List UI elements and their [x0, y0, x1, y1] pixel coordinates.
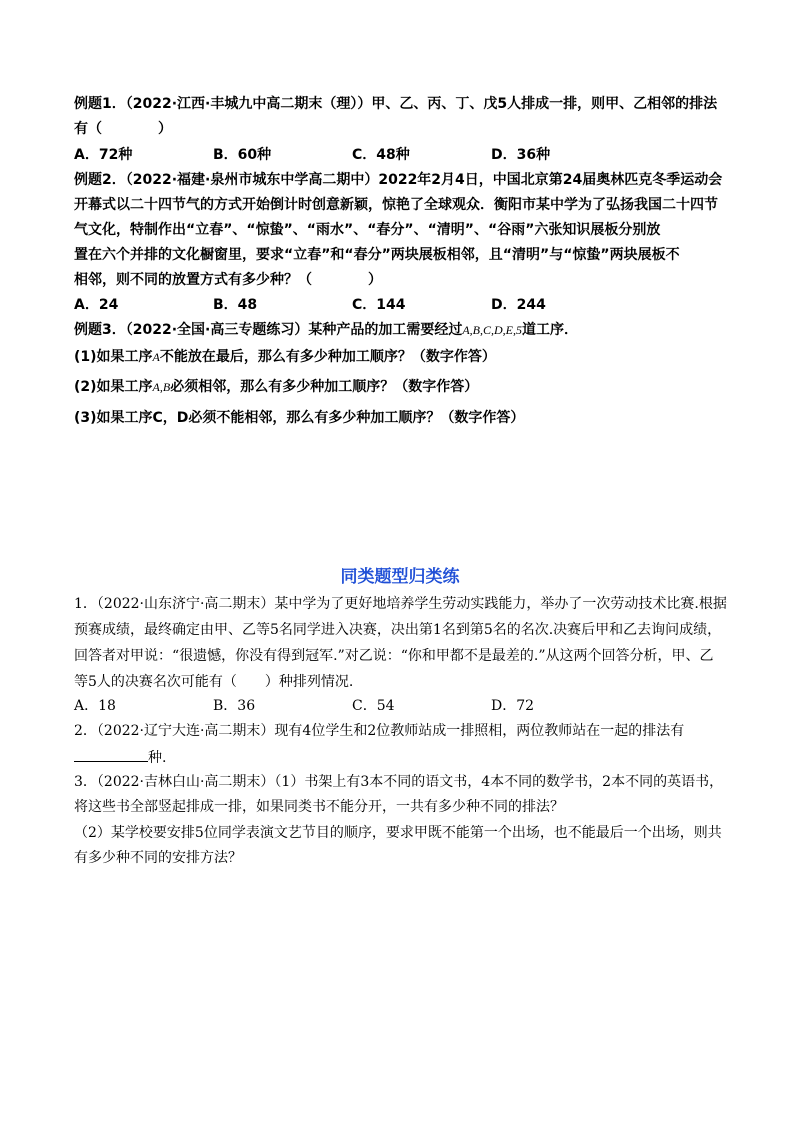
- example1-line1: 例题1．（2022·江西·丰城九中高二期末（理））甲、乙、丙、丁、戊5人排成一排，则甲、乙相邻的排法: [74, 96, 718, 112]
- example3-question1: [74, 347, 496, 367]
- section-title: 同类题型归类练: [340, 567, 460, 587]
- example3-q2-prefix: (2)如果工序: [74, 379, 153, 395]
- practice1-line3: 回答者对甲说：“很遗憾，你没有得到冠军.”对乙说：“你和甲都不是最差的.”从这两个回答分析，甲、乙: [74, 648, 714, 664]
- example3-line1: [74, 320, 578, 340]
- practice1-line2: 预赛成绩，最终确定由甲、乙等5名同学进入决赛，决出第1名到第5名的名次.决赛后甲和乙去询问成绩，: [74, 622, 722, 638]
- example3-q1-text: 不能放在最后，那么有多少种加工顺序？（数字作答）: [159, 349, 496, 365]
- example1-option-a: A．72种: [74, 147, 133, 163]
- example3-intro-end: 道工序．: [522, 322, 579, 338]
- example3-q1-prefix: (1)如果工序: [74, 349, 153, 365]
- practice1-option-b: B．36: [213, 698, 256, 714]
- example3-intro: 例题3．（2022·全国·高三专题练习）某种产品的加工需要经过: [74, 322, 463, 338]
- example2-line4: 置在六个并排的文化橱窗里，要求“立春”和“春分”两块展板相邻，且“清明”与“惊蛰”两块展板不: [74, 247, 680, 263]
- example2-option-d: D．244: [491, 297, 546, 313]
- example3-question3: (3)如果工序C，D必须不能相邻，那么有多少种加工顺序？（数字作答）: [74, 410, 525, 426]
- practice1-option-c: C．54: [352, 698, 395, 714]
- practice2-line1: 2．（2022·辽宁大连·高二期末）现有4位学生和2位教师站成一排照相，两位教师站在一起的排法有: [74, 723, 685, 739]
- example1-line2: 有（ ）: [74, 121, 172, 137]
- practice3-line3: （2）某学校要安排5位同学表演文艺节目的顺序，要求甲既不能第一个出场，也不能最后一个出场，则共: [74, 825, 722, 841]
- example2-line5: 相邻，则不同的放置方式有多少种？（ ）: [74, 272, 382, 288]
- example3-question2: [74, 377, 478, 397]
- practice1-option-a: A．18: [74, 698, 116, 714]
- practice3-line4: 有多少种不同的安排方法？: [74, 850, 242, 866]
- practice3-line1: 3．（2022·吉林白山·高二期末）（1）书架上有3本不同的语文书，4本不同的数学书，2本不同的英语书，: [74, 774, 724, 790]
- example2-line1: 例题2．（2022·福建·泉州市城东中学高二期中）2022年2月4日，中国北京第24届奥林匹克冬季运动会: [74, 172, 723, 188]
- example2-option-c: C．144: [352, 297, 406, 313]
- example2-line2: 开幕式以二十四节气的方式开始倒计时创意新颖，惊艳了全球观众．衡阳市某中学为了弘扬我国二十四节: [74, 197, 718, 213]
- example1-option-b: B．60种: [213, 147, 272, 163]
- practice2-line2: [74, 747, 166, 768]
- answer-blank[interactable]: [74, 747, 148, 762]
- example2-option-b: B．48: [213, 297, 258, 313]
- practice1-line1: 1．（2022·山东济宁·高二期末）某中学为了更好地培养学生劳动实践能力，举办了一次劳动技术比赛.根据: [74, 596, 727, 612]
- example3-q2-text: 必须相邻，那么有多少种加工顺序？（数字作答）: [170, 379, 479, 395]
- example1-option-d: D．36种: [491, 147, 551, 163]
- practice1-option-d: D．72: [491, 698, 535, 714]
- example2-line3: 气文化，特制作出“立春”、“惊蛰”、“雨水”、“春分”、“清明”、“谷雨”六张知识展板分别放: [74, 222, 661, 238]
- example3-steps-math: A,B,C,D,E,5: [462, 323, 523, 337]
- practice2-suffix: 种.: [148, 750, 167, 766]
- practice1-line4: 等5人的决赛名次可能有（ ）种排列情况.: [74, 674, 354, 690]
- practice3-line2: 将这些书全部竖起排成一排，如果同类书不能分开，一共有多少种不同的排法？: [74, 799, 564, 815]
- example1-option-c: C．48种: [352, 147, 410, 163]
- example3-q1-math: A: [152, 350, 160, 364]
- example3-q2-math: A,B: [152, 380, 171, 394]
- example2-option-a: A．24: [74, 297, 119, 313]
